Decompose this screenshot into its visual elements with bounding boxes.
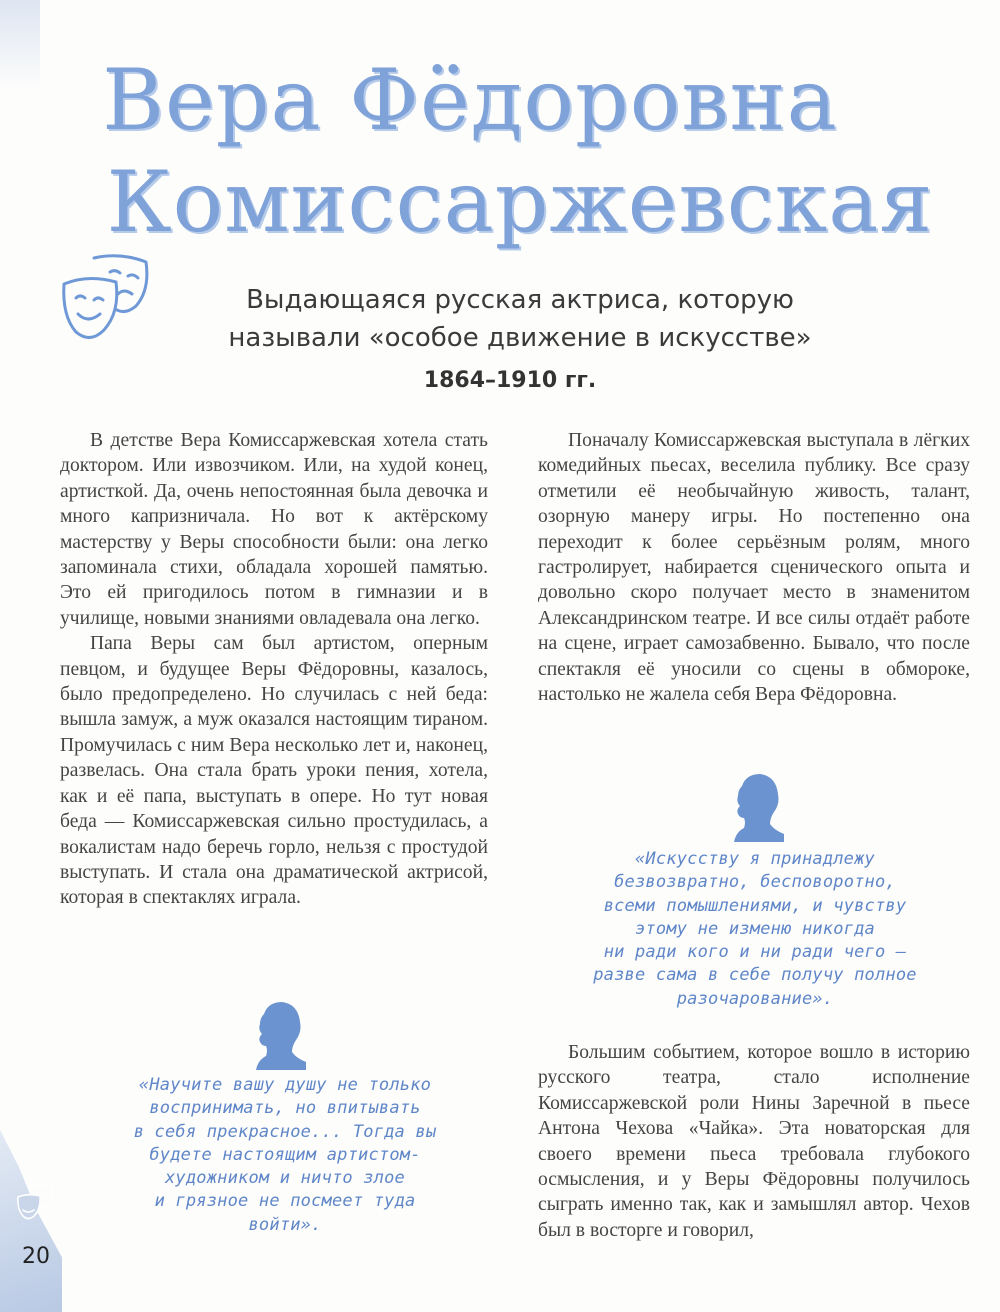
quote-line: воспринимать, но впитывать xyxy=(149,1098,421,1119)
quote-line: в себя прекрасное... Тогда вы xyxy=(133,1121,437,1142)
quote-line: «Искусству я принадлежу xyxy=(634,849,875,869)
paragraph: Поначалу Комиссаржевская выступала в лёгких комедийных пьесах, веселила публику. Все сразу отметили её необычайную живость, талант, озорную манеру игры. Но постепенно она переходит к более серьёзным ролям, много гастролирует, набирается сценического опыта и довольно скоро получает место в знаменитом Александринском театре. И все силы отдаёт работе на сцене, играет самозабвенно. Бывало, что после спектакля её уносили со сцены в обмороке, настолько не жалела себя Вера Фёдоровна. xyxy=(538,430,970,706)
profile-silhouette-icon xyxy=(250,1000,308,1070)
page-title-line-1: Вера Фёдоровна xyxy=(102,51,838,149)
subtitle-line-1: Выдающаяся русская актриса, которую xyxy=(246,285,794,315)
paragraph: Большим событием, которое вошло в историю русского театра, стало исполнение Комиссаржевской роли Нины Заречной в пьесе Антона Чехова «Чайка». Эта новаторская для своего времени пьеса требовала глубокого осмысления, и у Веры Фёдоровны получилось сыграть именно так, как и замышлял автор. Чехов был в восторге и говорил, xyxy=(538,1042,970,1241)
quote-line: разве сама в себе получу полное xyxy=(593,965,917,986)
paragraph: В детстве Вера Комиссаржевская хотела стать доктором. Или извозчиком. Или, на худой конец, артисткой. Да, очень непостоянная была девочка и много капризничала. Но вот к актёрскому мастерству у Веры способности были: она легко запоминала стихи, обладала хорошей памятью. Это ей пригодилось потом в гимназии и в училище, новыми знаниями овладевала она легко. xyxy=(60,430,488,629)
quote-line: этому не изменю никогда xyxy=(634,918,875,939)
profile-silhouette-icon xyxy=(728,772,786,842)
quote-line: разочарование». xyxy=(676,988,834,1009)
quote-line: безвозвратно, бесповоротно, xyxy=(614,872,896,893)
quote-left xyxy=(105,1074,465,1237)
quote-line: «Научите вашу душу не только xyxy=(138,1075,432,1095)
theatre-masks-icon xyxy=(58,250,158,350)
paragraph: Папа Веры сам был артистом, оперным певцом, и будущее Веры Фёдоровны, казалось, было предопределено. Но случилась с ней беда: вышла замуж, а муж оказался настоящим тираном. Промучилась с ним Вера несколько лет и, наконец, развелась. Она стала брать уроки пения, хотела, как и её папа, выступать в опере. Но тут новая беда — Комиссаржевская сильно простудилась, а вокалистам надо беречь горло, нельзя с простудой выступать. И стала она драматической актрисой, которая в спектаклях играла. xyxy=(60,633,488,909)
right-text-column-lower xyxy=(538,1040,970,1243)
page-number: 20 xyxy=(22,1244,50,1269)
quote-line: будете настоящим артистом- xyxy=(149,1144,421,1165)
quote-line: всеми помышлениями, и чувству xyxy=(603,895,907,916)
right-text-column xyxy=(538,428,970,707)
page-title-line-2: Комиссаржевская xyxy=(106,153,934,251)
subtitle-line-2: называли «особое движение в искусстве» xyxy=(228,323,812,353)
theatre-masks-icon xyxy=(16,1183,56,1223)
quote-line: и грязное не посмеет туда xyxy=(154,1191,416,1212)
quote-right xyxy=(575,848,935,1011)
left-text-column xyxy=(60,428,488,911)
quote-line: войти». xyxy=(248,1214,322,1235)
quote-line: художником и ничто злое xyxy=(164,1168,405,1189)
quote-line: ни ради кого и ни ради чего — xyxy=(603,942,907,963)
life-years: 1864–1910 гг. xyxy=(423,368,597,393)
